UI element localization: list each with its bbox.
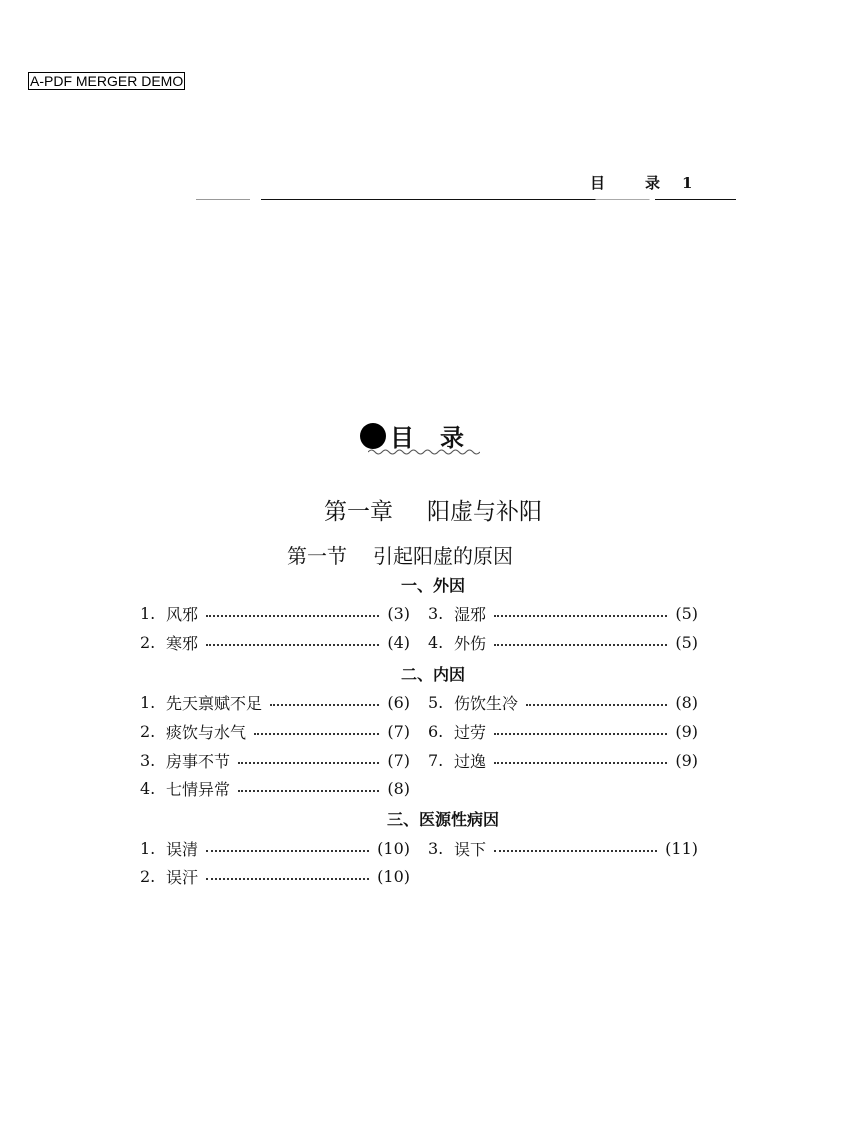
entry-page: (6) (387, 692, 410, 712)
entry-title: 误汗 (166, 867, 199, 887)
page-number: 1 (682, 174, 693, 192)
entry-page: (9) (675, 750, 698, 770)
toc-entry[interactable] (140, 749, 410, 771)
running-head-title-1: 目 (590, 174, 606, 192)
toc-entry[interactable] (140, 631, 410, 653)
entry-number: 3. (140, 750, 156, 770)
subheading: 三、医源性病因 (386, 810, 499, 829)
dot-leader (206, 878, 369, 880)
entry-page: (8) (387, 778, 410, 798)
entry-number: 1. (140, 838, 156, 858)
entry-number: 1. (140, 692, 156, 712)
toc-entry[interactable] (428, 837, 698, 859)
dot-leader (494, 733, 667, 735)
subheading: 二、内因 (400, 665, 465, 684)
entry-page: (10) (377, 866, 410, 886)
section-number: 第一节 (287, 544, 347, 568)
dot-leader (206, 644, 379, 646)
entry-page: (11) (665, 838, 698, 858)
entry-number: 6. (428, 721, 444, 741)
chapter-number: 第一章 (324, 499, 393, 525)
entry-page: (8) (675, 692, 698, 712)
entry-number: 5. (428, 692, 444, 712)
running-head-title-2: 录 (645, 174, 661, 192)
entry-title: 伤饮生冷 (454, 693, 519, 713)
dot-leader (206, 850, 369, 852)
entry-title: 误下 (454, 839, 487, 859)
dot-leader (254, 733, 379, 735)
toc-entry[interactable] (140, 602, 410, 624)
dot-leader (238, 762, 379, 764)
dot-leader (206, 615, 379, 617)
entry-title: 外伤 (454, 633, 487, 653)
toc-entry[interactable] (428, 749, 698, 771)
entry-number: 2. (140, 721, 156, 741)
entry-title: 过劳 (454, 722, 487, 742)
toc-entry[interactable] (140, 777, 410, 799)
entry-number: 4. (140, 778, 156, 798)
entry-title: 痰饮与水气 (166, 722, 247, 742)
section-title: 引起阳虚的原因 (373, 544, 513, 568)
entry-number: 2. (140, 632, 156, 652)
entry-number: 3. (428, 838, 444, 858)
entry-number: 7. (428, 750, 444, 770)
dot-leader (494, 644, 667, 646)
entry-number: 1. (140, 603, 156, 623)
entry-title: 七情异常 (166, 779, 231, 799)
entry-title: 过逸 (454, 751, 487, 771)
entry-title: 寒邪 (166, 633, 199, 653)
header-rule (196, 199, 736, 200)
entry-number: 4. (428, 632, 444, 652)
dot-leader (270, 704, 379, 706)
entry-page: (4) (387, 632, 410, 652)
entry-title: 先天禀赋不足 (166, 693, 263, 713)
entry-page: (10) (377, 838, 410, 858)
chapter-heading (0, 493, 866, 526)
entry-number: 2. (140, 866, 156, 886)
dot-leader (238, 790, 379, 792)
entry-title: 湿邪 (454, 604, 487, 624)
toc-entry[interactable] (428, 720, 698, 742)
toc-entry[interactable] (140, 865, 410, 887)
entry-page: (5) (675, 632, 698, 652)
subheading: 一、外因 (400, 576, 465, 595)
wavy-underline (368, 448, 480, 456)
toc-title-char-2: 录 (440, 423, 464, 452)
chapter-title: 阳虚与补阳 (427, 499, 542, 525)
entry-page: (3) (387, 603, 410, 623)
toc-entry[interactable] (428, 602, 698, 624)
toc-title-char-1: 目 (390, 423, 414, 452)
entry-page: (7) (387, 721, 410, 741)
entry-page: (9) (675, 721, 698, 741)
entry-title: 误清 (166, 839, 199, 859)
toc-entry[interactable] (428, 631, 698, 653)
dot-leader (494, 615, 667, 617)
toc-entry[interactable] (140, 720, 410, 742)
dot-leader (526, 704, 667, 706)
section-heading (287, 540, 513, 569)
toc-entry[interactable] (140, 837, 410, 859)
watermark: A-PDF MERGER DEMO (30, 73, 184, 89)
entry-number: 3. (428, 603, 444, 623)
entry-title: 风邪 (166, 604, 199, 624)
bullet-circle-icon (360, 423, 386, 449)
entry-page: (7) (387, 750, 410, 770)
dot-leader (494, 762, 667, 764)
toc-entry[interactable] (140, 691, 410, 713)
running-head (590, 172, 692, 193)
toc-entry[interactable] (428, 691, 698, 713)
entry-title: 房事不节 (166, 751, 231, 771)
dot-leader (494, 850, 657, 852)
entry-page: (5) (675, 603, 698, 623)
